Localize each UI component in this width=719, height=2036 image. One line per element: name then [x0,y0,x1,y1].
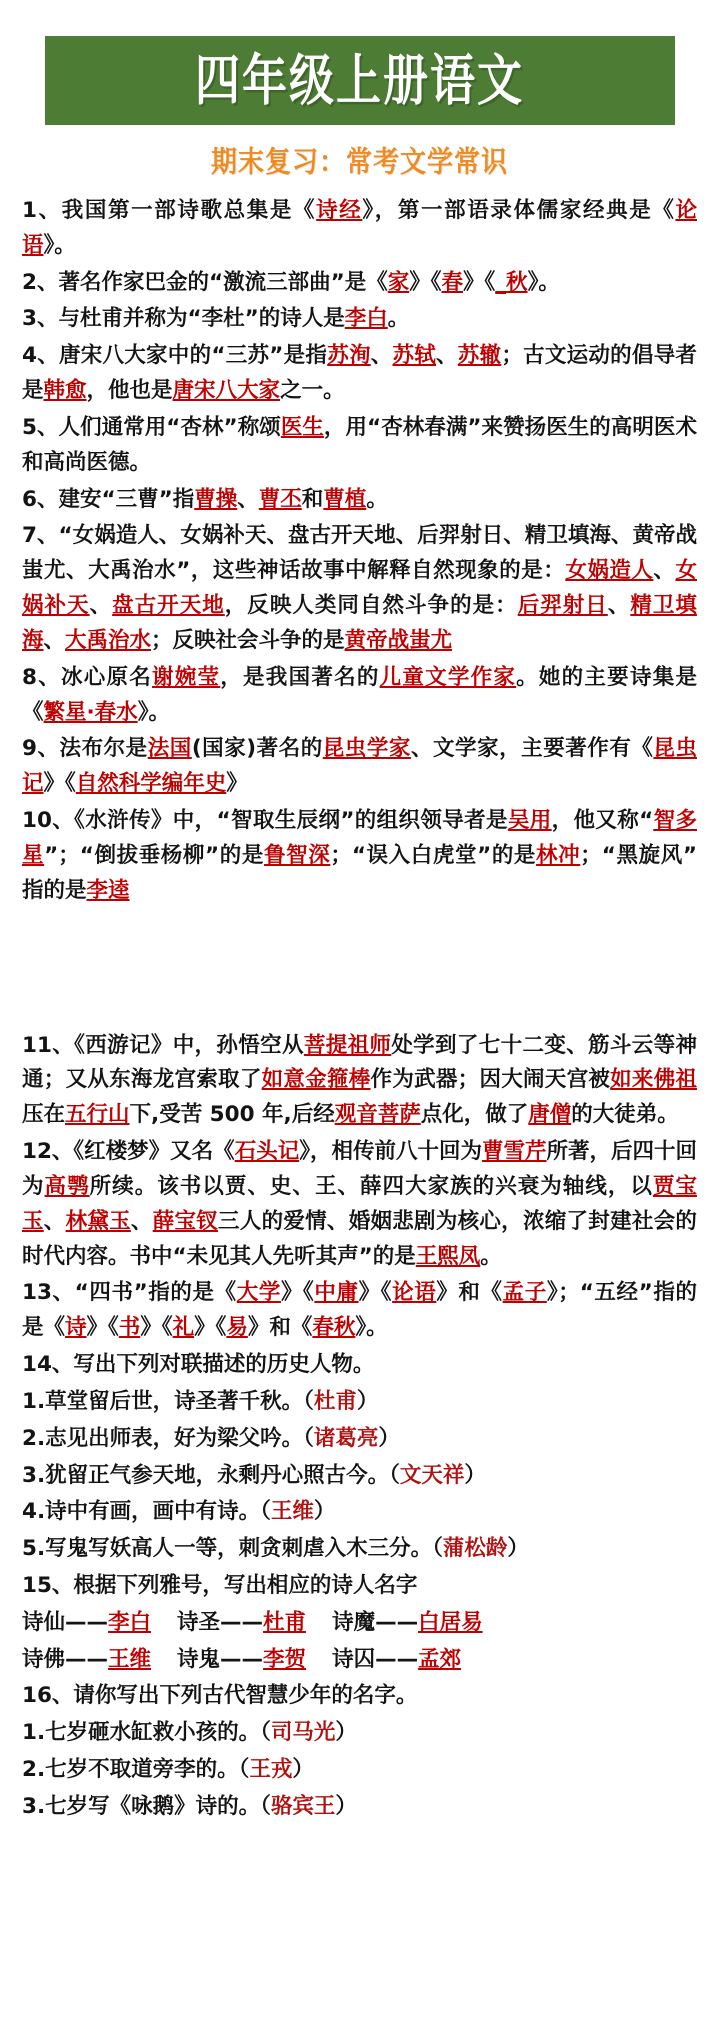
item-13-answer-3: 论语 [392,1280,437,1306]
item-12-text-c: 所著，后四十回为 [22,1139,697,1199]
item-7-text-a: 7、“女娲造人、女娲补天、盘古开天地、后羿射日、精卫填海、黄帝战蚩尤、大禹治水”，这些神话故事中解释自然现象的是： [22,523,697,584]
item-15-row-2-label-2: 诗鬼—— [177,1646,264,1672]
item-8-text-b: ，是我国著名的 [220,664,380,690]
item-15-row-1-answer-2: 杜甫 [263,1609,307,1635]
item-7-answer-5: 精卫填海 [22,593,697,653]
item-7-answer-6: 大禹治水 [65,627,152,653]
item-15-row-2 [22,1643,697,1678]
item-4-answer-5: 唐宋八大家 [172,378,281,404]
item-8-text-a: 8、冰心原名 [22,664,153,690]
item-12-text-g: 三人的爱情、婚姻悲剧为核心，浓缩了封建社会的时代内容。书中“未见其人先听其声”的是 [22,1208,697,1269]
item-14-title: 14、写出下列对联描述的历史人物。 [22,1352,375,1378]
item-16-title: 16、请你写出下列古代智慧少年的名字。 [22,1683,418,1709]
item-6-text-b: 、 [237,486,259,512]
item-11-text-g: 的大徒弟。 [571,1102,679,1128]
item-9-text-d: 》《 [43,771,76,797]
item-13-text-d: 》和《 [436,1280,503,1306]
item-13 [22,1276,697,1346]
item-4-answer-4: 韩愈 [43,378,87,404]
item-13-text-b: 》《 [280,1280,315,1306]
item-13-answer-7: 礼 [172,1315,195,1341]
page-title: 四年级上册语文 [194,48,524,113]
item-4-text-c: 、 [436,343,458,369]
item-16-sub-2-text: 2.七岁不取道旁李的。（ [22,1757,250,1783]
item-10-answer-4: 林冲 [536,842,581,868]
page-subtitle: 期末复习：常考文学常识 [210,145,508,180]
item-15-row-1-label-3: 诗魔—— [332,1609,419,1635]
item-10-answer-2: 智多星 [22,808,697,868]
item-6-text-a: 6、建安“三曹”指 [22,486,195,512]
item-2-answer-3: _秋 [495,269,528,295]
item-15-row-1-answer-1: 李白 [108,1609,152,1635]
item-11-text-a: 11、《西游记》中，孙悟空从 [22,1032,304,1058]
item-3 [22,302,697,337]
item-12-answer-7: 王熙凤 [415,1243,481,1269]
item-15-row-1-label-1: 诗仙—— [22,1609,109,1635]
item-5-text-a: 5、人们通常用“杏林”称颂 [22,414,281,440]
item-16-sub-3 [22,1790,697,1825]
item-10-text-e: ；“黑旋风”指的是 [22,842,697,903]
item-16-sub-1-tail: ） [335,1720,357,1746]
item-11-text-b: 处学到了七十二变、筋斗云等神通；又从东海龙宫索取了 [22,1032,697,1093]
item-14-sub-2-text: 2.志见出师表，好为梁父吟。（ [22,1425,314,1451]
item-12-text-a: 12、《红楼梦》又名《 [22,1139,235,1165]
item-13-text-f: 》《 [86,1315,119,1341]
item-13-answer-4: 孟子 [502,1280,547,1306]
item-12-text-h: 。 [480,1243,502,1269]
item-1-text-a: 1、我国第一部诗歌总集是《 [22,198,317,223]
content-body [0,188,719,1887]
bottom-gap [22,1827,697,1887]
item-11-text-d: 压在 [22,1102,66,1128]
item-10-text-d: ；“误入白虎堂”的是 [330,842,537,868]
item-14-sub-4-tail: ） [313,1499,336,1525]
item-2-text-b: 》《 [409,269,442,295]
item-5-text-b: ，用“杏林春满”来赞扬医生的高明医术和高尚医德。 [22,414,697,475]
item-13-answer-1: 大学 [236,1280,281,1306]
item-4-text-d: ；古文运动的倡导者是 [22,343,697,404]
item-3-text-a: 3、与杜甫并称为“李杜”的诗人是 [22,306,345,332]
item-13-text-c: 》《 [358,1280,393,1306]
item-16-sub-1-text: 1.七岁砸水缸救小孩的。（ [22,1720,271,1746]
item-15-row-2-answer-2: 李贺 [263,1646,307,1672]
item-14-sub-5-answer: 蒲松龄 [442,1536,508,1562]
item-6-answer-1: 曹操 [194,486,238,512]
section-gap [22,911,697,1029]
item-13-text-i: 》和《 [247,1315,313,1341]
item-16-sub-2 [22,1753,697,1788]
item-13-answer-5: 诗 [65,1315,87,1341]
item-10 [22,804,697,908]
item-15-row-2-label-1: 诗佛—— [22,1646,109,1672]
item-8-text-c: 。她的主要诗集是《 [22,664,697,725]
item-8-answer-3: 繁星·春水 [43,699,138,725]
item-16-sub-1-answer: 司马光 [270,1720,336,1746]
item-11-answer-3: 如来佛祖 [610,1067,697,1093]
item-11-answer-4: 五行山 [65,1102,130,1128]
item-14-sub-3-answer: 文天祥 [399,1462,465,1488]
item-11 [22,1029,697,1133]
item-13-text-h: 》《 [194,1315,227,1341]
item-16-sub-2-answer: 王戎 [249,1757,293,1783]
banner-container [0,0,719,125]
item-6-answer-3: 曹植 [323,486,367,512]
item-14-sub-3-text: 3.犹留正气参天地，永剩丹心照古今。（ [22,1462,400,1488]
item-16-sub-1 [22,1716,697,1751]
item-11-answer-6: 唐僧 [528,1102,572,1128]
item-9-text-e: 》 [226,771,248,797]
item-16-sub-3-answer: 骆宾王 [270,1793,336,1819]
item-12-text-d: 所续。该书以贾、史、王、薛四大家族的兴衰为轴线，以 [89,1173,653,1199]
item-13-text-e: 》；“五经”指的是《 [22,1280,697,1341]
item-16-sub-3-text: 3.七岁写《咏鹅》诗的。（ [22,1793,271,1819]
item-8-answer-1: 谢婉莹 [152,664,221,690]
subtitle-container [0,141,719,178]
item-16-sub-3-tail: ） [335,1793,357,1819]
item-12-answer-3: 高鹗 [44,1173,90,1199]
item-12-answer-6: 薛宝钗 [152,1208,219,1234]
item-7-answer-4: 后羿射日 [517,593,608,619]
item-12-answer-4: 贾宝玉 [22,1173,697,1234]
item-10-answer-1: 吴用 [507,808,552,834]
item-2-text-a: 2、著名作家巴金的“激流三部曲”是《 [22,269,388,295]
item-14-sub-3-tail: ） [464,1462,486,1488]
item-9-text-c: 、文学家，主要著作有《 [410,736,654,762]
item-1-answer-2: 论语 [22,198,697,258]
item-9-text-a: 9、法布尔是 [22,736,148,762]
item-13-text-g: 》《 [140,1315,173,1341]
item-12-answer-2: 曹雪芹 [481,1139,547,1165]
item-4 [22,339,697,409]
item-6-text-c: 和 [301,486,324,512]
item-1-text-c: 》。 [43,232,76,258]
item-10-answer-5: 李逵 [86,877,130,903]
item-14-sub-5-text: 5.写鬼写妖高人一等，刺贪刺虐入木三分。（ [22,1536,443,1562]
item-10-answer-3: 鲁智深 [263,842,331,868]
item-14-sub-2-tail: ） [378,1425,400,1451]
item-5-answer-1: 医生 [280,414,324,440]
item-4-text-e: ，他也是 [86,378,173,404]
item-14-sub-5-tail: ） [507,1536,529,1562]
item-14-sub-4 [22,1495,697,1530]
item-7 [22,519,697,658]
item-15-row-2-label-3: 诗囚—— [332,1646,419,1672]
item-12-text-e: 、 [43,1208,66,1234]
item-7-text-c: 、 [89,593,113,619]
item-13-text-a: 13、“四书”指的是《 [22,1280,237,1306]
item-13-answer-8: 易 [226,1315,248,1341]
item-7-text-f: 、 [43,627,66,653]
item-11-text-e: 下,受苦 500 年,后经 [129,1102,335,1128]
item-15-row-1-label-2: 诗圣—— [177,1609,264,1635]
item-2-text-d: 》。 [527,269,560,295]
item-2 [22,266,697,301]
item-3-text-b: 。 [387,306,410,332]
item-11-answer-1: 菩提祖师 [303,1032,392,1058]
item-7-answer-1: 女娲造人 [565,558,654,584]
item-1-answer-1: 诗经 [316,198,363,223]
title-banner [45,36,675,125]
item-14-sub-1-answer: 杜甫 [313,1388,357,1414]
item-10-text-a: 10、《水浒传》中，“智取生辰纲”的组织领导者是 [22,808,508,834]
item-14-sub-1-text: 1.草堂留后世，诗圣著千秋。（ [22,1388,314,1414]
item-11-text-f: 点化，做了 [420,1102,529,1128]
item-5 [22,411,697,481]
item-14-sub-4-text: 4.诗中有画，画中有诗。（ [22,1499,271,1525]
item-8-answer-2: 儿童文学作家 [379,664,517,690]
item-4-answer-1: 苏洵 [327,343,371,369]
item-15-row-1-answer-3: 白居易 [418,1609,483,1635]
item-6-answer-2: 曹丕 [258,486,302,512]
item-14-sub-4-answer: 王维 [270,1499,314,1525]
item-4-answer-3: 苏辙 [457,343,502,369]
item-9-answer-1: 法国 [147,736,192,762]
item-14-sub-2 [22,1422,697,1457]
item-1 [22,194,697,264]
item-9-text-b: (国家)著名的 [191,736,323,762]
item-13-text-j: 》。 [355,1315,388,1341]
item-12-text-b: 》，相传前八十回为 [299,1139,482,1165]
item-7-answer-7: 黄帝战蚩尤 [344,627,453,653]
item-9-answer-2: 昆虫学家 [322,736,411,762]
item-14-sub-3 [22,1459,697,1494]
item-14-sub-2-answer: 诸葛亮 [313,1425,379,1451]
item-12 [22,1135,697,1274]
item-8-text-d: 》。 [137,699,170,725]
item-2-answer-1: 家 [387,269,410,295]
item-12-answer-1: 石头记 [234,1139,300,1165]
item-15-row-2-answer-3: 孟郊 [418,1646,462,1672]
item-14-sub-5 [22,1532,697,1567]
item-9-answer-3: 昆虫记 [22,736,697,797]
item-2-answer-2: 春 [441,269,464,295]
item-16-sub-2-tail: ） [292,1757,314,1783]
item-6-text-d: 。 [366,486,388,512]
item-11-answer-2: 如意金箍棒 [261,1067,371,1093]
item-14-sub-1 [22,1385,697,1420]
item-7-answer-2: 女娲补天 [22,558,697,619]
item-1-text-b: 》，第一部语录体儒家经典是《 [362,198,676,223]
item-3-answer-1: 李白 [344,306,388,332]
item-14-sub-1-tail: ） [356,1388,379,1414]
item-11-text-c: 作为武器；因大闹天宫被 [370,1067,611,1093]
item-12-text-f: 、 [130,1208,153,1234]
item-7-text-b: 、 [653,558,676,584]
item-11-answer-5: 观音菩萨 [334,1102,421,1128]
item-15-row-1 [22,1606,697,1641]
item-10-text-b: ，他又称“ [551,808,654,834]
item-15-title: 15、根据下列雅号，写出相应的诗人名字 [22,1572,418,1598]
item-9-answer-4: 自然科学编年史 [75,771,227,797]
item-13-answer-2: 中庸 [314,1280,359,1306]
item-6 [22,483,697,518]
item-4-text-b: 、 [370,343,393,369]
item-10-text-c: ”；“倒拔垂杨柳”的是 [44,842,264,868]
item-7-text-d: ，反映人类同自然斗争的是： [224,593,518,619]
item-2-text-c: 》《 [463,269,496,295]
item-7-text-g: ；反映社会斗争的是 [151,627,345,653]
item-7-answer-3: 盘古开天地 [112,593,225,619]
item-12-answer-5: 林黛玉 [65,1208,131,1234]
item-8 [22,661,697,731]
item-9 [22,732,697,802]
item-4-answer-2: 苏轼 [392,343,437,369]
item-13-answer-6: 书 [118,1315,141,1341]
item-4-text-f: 之一。 [280,378,345,404]
item-15-row-2-answer-1: 王维 [108,1646,152,1672]
item-13-answer-9: 春秋 [312,1315,356,1341]
item-4-text-a: 4、唐宋八大家中的“三苏”是指 [22,343,328,369]
item-7-text-e: 、 [607,593,631,619]
